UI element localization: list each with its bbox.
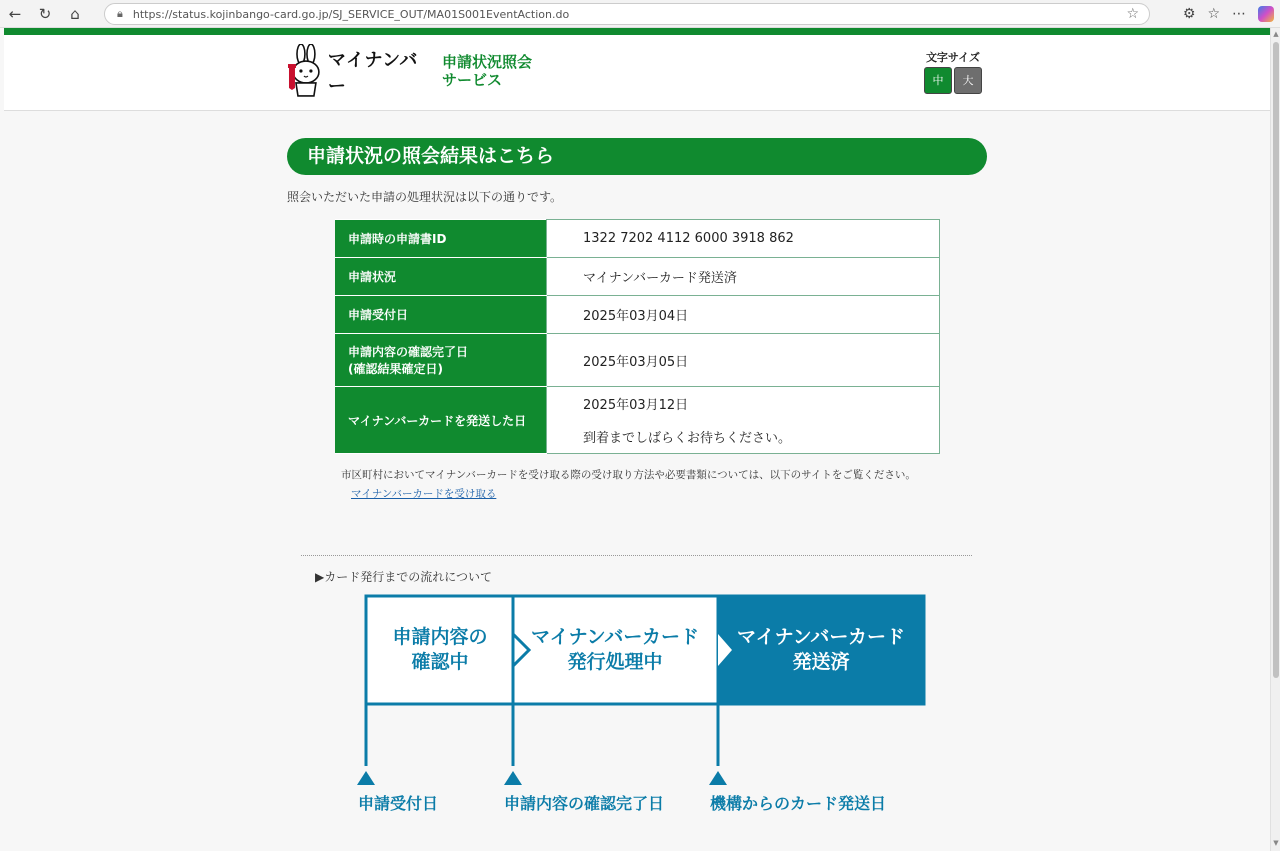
site-header (4, 35, 1270, 111)
row-label-shipped-date: マイナンバーカードを発送した日 (336, 387, 547, 454)
service-name-line1: 申請状況照会 (442, 53, 533, 71)
lock-icon: 🔒︎ (117, 7, 123, 20)
row-label-confirmed-date-line2: (確認結果確定日) (348, 362, 443, 376)
more-menu-icon[interactable]: ⋯ (1232, 6, 1246, 22)
shipped-date-value: 2025年03月12日 (583, 398, 689, 413)
milestone-label-confirmed: 申請内容の確認完了日 (504, 794, 665, 813)
milestone-triangle-icon (709, 771, 727, 785)
font-size-switcher (918, 49, 988, 94)
shipped-date-note: 到着までしばらくお待ちください。 (583, 431, 792, 446)
row-value-application-id: 1322 7202 4112 6000 3918 862 (547, 220, 940, 258)
flow-step-3-line1: マイナンバーカード (737, 626, 905, 648)
row-label-confirmed-date (336, 334, 547, 387)
section-divider (301, 555, 972, 556)
milestone-label-received: 申請受付日 (358, 794, 439, 813)
row-value-confirmed-date: 2025年03月05日 (547, 334, 940, 387)
table-row (336, 296, 940, 334)
flow-step-1-line1: 申請内容の (392, 626, 488, 648)
copilot-icon[interactable] (1258, 6, 1274, 22)
intro-text: 照会いただいた申請の処理状況は以下の通りです。 (287, 190, 563, 204)
flow-step-1-line2: 確認中 (411, 651, 469, 673)
row-label-confirmed-date-line1: 申請内容の確認完了日 (348, 345, 469, 359)
url-path: /SJ_SERVICE_OUT/MA01S001EventAction.do (328, 7, 570, 21)
favorites-icon[interactable]: ☆ (1207, 6, 1220, 22)
flow-step-2-line1: マイナンバーカード (531, 626, 699, 648)
row-label-status: 申請状況 (336, 258, 547, 296)
flow-heading[interactable]: ▶カード発行までの流れについて (315, 570, 492, 584)
back-icon[interactable]: ← (8, 4, 22, 23)
pickup-card-link[interactable]: マイナンバーカードを受け取る (351, 488, 497, 500)
reload-icon[interactable]: ↻ (38, 4, 52, 23)
table-row (336, 387, 940, 454)
issuance-flow-diagram (356, 594, 926, 824)
scroll-down-icon[interactable]: ▼ (1273, 839, 1279, 847)
font-size-medium-button[interactable]: 中 (924, 67, 952, 94)
logo-text: マイナンバー (327, 50, 418, 97)
vertical-scrollbar[interactable] (1270, 28, 1280, 851)
milestone-label-shipped: 機構からのカード発送日 (710, 794, 887, 813)
flow-step-2-line2: 発行処理中 (567, 651, 663, 673)
scroll-up-icon[interactable]: ▲ (1273, 30, 1279, 38)
milestone-triangle-icon (357, 771, 375, 785)
scrollbar-thumb[interactable] (1273, 42, 1279, 678)
table-row (336, 258, 940, 296)
service-name-line2: サービス (442, 71, 503, 89)
flow-step-box (366, 596, 513, 704)
address-bar[interactable] (104, 3, 1150, 25)
mascot-rabbit-icon (286, 44, 326, 100)
table-row (336, 220, 940, 258)
flow-step-box (513, 596, 718, 704)
flow-step-box-current (718, 596, 924, 704)
row-value-received-date: 2025年03月04日 (547, 296, 940, 334)
table-row (336, 334, 940, 387)
row-value-status: マイナンバーカード発送済 (547, 258, 940, 296)
row-label-application-id: 申請時の申請書ID (336, 220, 547, 258)
url-host: https://status.kojinbango-card.go.jp (132, 7, 329, 21)
font-size-large-button[interactable]: 大 (954, 67, 982, 94)
status-table (335, 219, 940, 454)
row-label-received-date: 申請受付日 (336, 296, 547, 334)
pickup-note: 市区町村においてマイナンバーカードを受け取る際の受け取り方法や必要書類については、以下のサイトをご覧ください。 (341, 469, 916, 481)
favorite-star-icon[interactable]: ☆ (1126, 6, 1139, 22)
service-name (442, 53, 552, 89)
home-icon[interactable]: ⌂ (70, 4, 80, 23)
milestone-triangle-icon (504, 771, 522, 785)
row-value-shipped-date (547, 387, 940, 454)
page-title: 申請状況の照会結果はこちら (287, 138, 987, 175)
font-size-label: 文字サイズ (925, 51, 981, 64)
extensions-icon[interactable]: ⚙ (1182, 6, 1196, 22)
top-accent-strip (4, 28, 1270, 35)
browser-toolbar (0, 0, 1280, 28)
mynumber-logo[interactable] (286, 43, 436, 101)
flow-step-3-line2: 発送済 (792, 651, 850, 673)
